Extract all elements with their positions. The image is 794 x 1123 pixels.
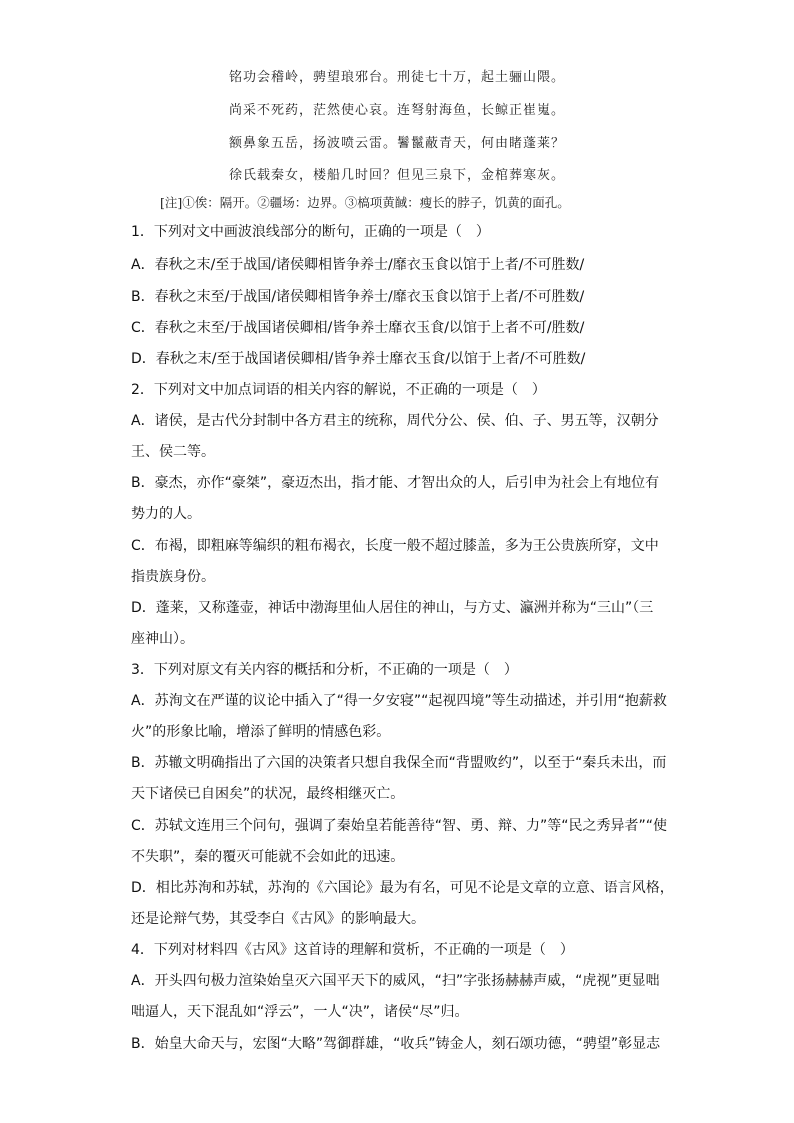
question-3-option-a: A．苏洵文在严谨的议论中插入了“得一夕安寝”“起视四境”等生动描述，并引用“抱薪救 — [131, 693, 667, 709]
question-1-option-d: D．春秋之末/至于战国诸侯卿相/皆争养士靡衣玉食/以馆于上者/不可胜数/ — [131, 351, 586, 367]
annotation-note: [注]①俟：隔开。②疆场：边界。③槁项黄馘：瘦长的脖子，饥黄的面孔。 — [160, 195, 570, 210]
question-4-stem: 4．下列对材料四《古风》这首诗的理解和赏析，不正确的一项是（ ） — [131, 942, 574, 958]
question-2-stem: 2．下列对文中加点词语的相关内容的解说，不正确的一项是（ ） — [131, 382, 546, 398]
question-4-option-a-cont: 咄逼人，天下混乱如“浮云”，一人“决”，诸侯“尽”归。 — [131, 1004, 469, 1020]
question-2-option-d-cont: 座神山）。 — [131, 631, 194, 647]
question-2-option-c: C．布褐，即粗麻等编织的粗布褐衣，长度一般不超过膝盖，多为王公贵族所穿，文中 — [131, 538, 659, 554]
question-3-option-d: D．相比苏洵和苏轼，苏洵的《六国论》最为有名，可见不论是文章的立意、语言风格， — [131, 880, 674, 896]
question-3-option-d-cont: 还是论辩气势，其受李白《古风》的影响最大。 — [131, 911, 425, 927]
poem-line: 额鼻象五岳，扬波喷云雷。鬐鬣蔽青天，何由睹蓬莱？ — [228, 136, 565, 151]
question-3-option-a-cont: 火”的形象比喻，增添了鲜明的情感色彩。 — [131, 724, 391, 740]
poem-line: 尚采不死药，茫然使心哀。连弩射海鱼，长鲸正崔嵬。 — [228, 103, 565, 118]
question-3-option-c: C．苏轼文连用三个问句，强调了秦始皇若能善待“智、勇、辩、力”等“民之秀异者”“使 — [131, 818, 668, 834]
question-3-option-c-cont: 不失职”，秦的覆灭可能就不会如此的迅速。 — [131, 849, 405, 865]
poem-line: 徐氏载秦女，楼船几时回？但见三泉下，金棺葬寒灰。 — [228, 168, 565, 183]
question-2-option-b-cont: 势力的人。 — [131, 506, 201, 522]
question-1-stem: 1．下列对文中画波浪线部分的断句，正确的一项是（ ） — [131, 224, 490, 240]
question-2-option-a: A．诸侯，是古代分封制中各方君主的统称，周代分公、侯、伯、子、男五等，汉朝分 — [131, 413, 659, 429]
poem-line: 铭功会稽岭，骋望琅邪台。刑徒七十万，起土骊山隈。 — [228, 70, 565, 85]
question-3-option-b: B．苏辙文明确指出了六国的决策者只想自我保全而“背盟败约”，以至于“秦兵未出，而 — [131, 755, 667, 771]
question-1-option-a: A．春秋之末/至于战国/诸侯卿相皆争养士/靡衣玉食以馆于上者/不可胜数/ — [131, 257, 585, 273]
question-3-option-b-cont: 天下诸侯已自困矣”的状况，最终相继灭亡。 — [131, 786, 405, 802]
question-1-option-c: C．春秋之末至/于战国诸侯卿相/皆争养士靡衣玉食/以馆于上者不可/胜数/ — [131, 320, 585, 336]
question-1-option-b: B．春秋之末至/于战国/诸侯卿相皆争养士/靡衣玉食以馆于上者/不可胜数/ — [131, 289, 585, 305]
question-4-option-a: A．开头四句极力渲染始皇灭六国平天下的威风，“扫”字张扬赫赫声威，“虎视”更显咄 — [131, 973, 660, 989]
question-4-option-b: B．始皇大命天与，宏图“大略”驾御群雄，“收兵”铸金人，刻石颂功德，“骋望”彰显志 — [131, 1036, 661, 1052]
question-2-option-c-cont: 指贵族身份。 — [131, 569, 215, 585]
question-3-stem: 3．下列对原文有关内容的概括和分析，不正确的一项是（ ） — [131, 662, 518, 678]
question-2-option-a-cont: 王、侯二等。 — [131, 444, 215, 460]
question-2-option-d: D．蓬莱，又称蓬壶，神话中渤海里仙人居住的神山，与方丈、瀛洲并称为“三山”（三 — [131, 600, 654, 616]
question-2-option-b: B．豪杰，亦作“豪桀”，豪迈杰出，指才能、才智出众的人，后引申为社会上有地位有 — [131, 475, 660, 491]
